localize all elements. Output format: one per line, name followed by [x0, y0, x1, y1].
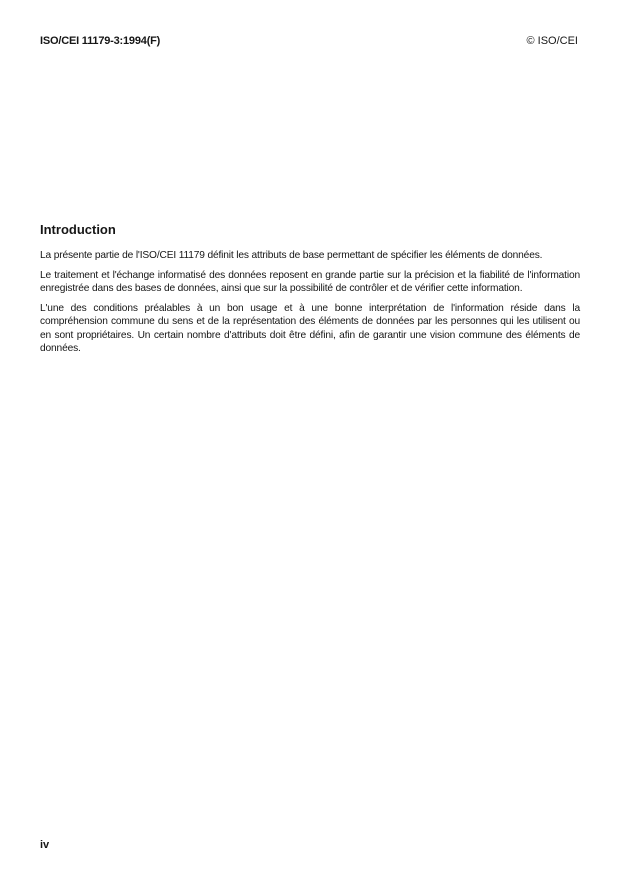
section-title: Introduction — [40, 222, 116, 237]
section-body — [40, 249, 580, 362]
standard-identifier: ISO/CEI 11179-3:1994(F) — [40, 35, 161, 47]
paragraph: La présente partie de l'ISO/CEI 11179 définit les attributs de base permettant de spécifier les éléments de données. — [40, 250, 543, 261]
paragraph: Le traitement et l'échange informatisé des données reposent en grande partie sur la précision et la fiabilité de l'information enregistrée dans des bases de données, ainsi que sur la possibilité de contrôler et de vérifier cette information. — [40, 269, 580, 294]
page-number: iv — [40, 839, 50, 851]
copyright-notice: © ISO/CEI — [526, 35, 578, 47]
paragraph: L'une des conditions préalables à un bon usage et à une bonne interprétation de l'information réside dans la compréhension commune du sens et de la représentation des éléments de données par les personnes qui les utilisent ou en sont propriétaires. Un certain nombre d'attributs doit être défini, afin de garantir une vision commune des éléments de données. — [40, 302, 580, 354]
